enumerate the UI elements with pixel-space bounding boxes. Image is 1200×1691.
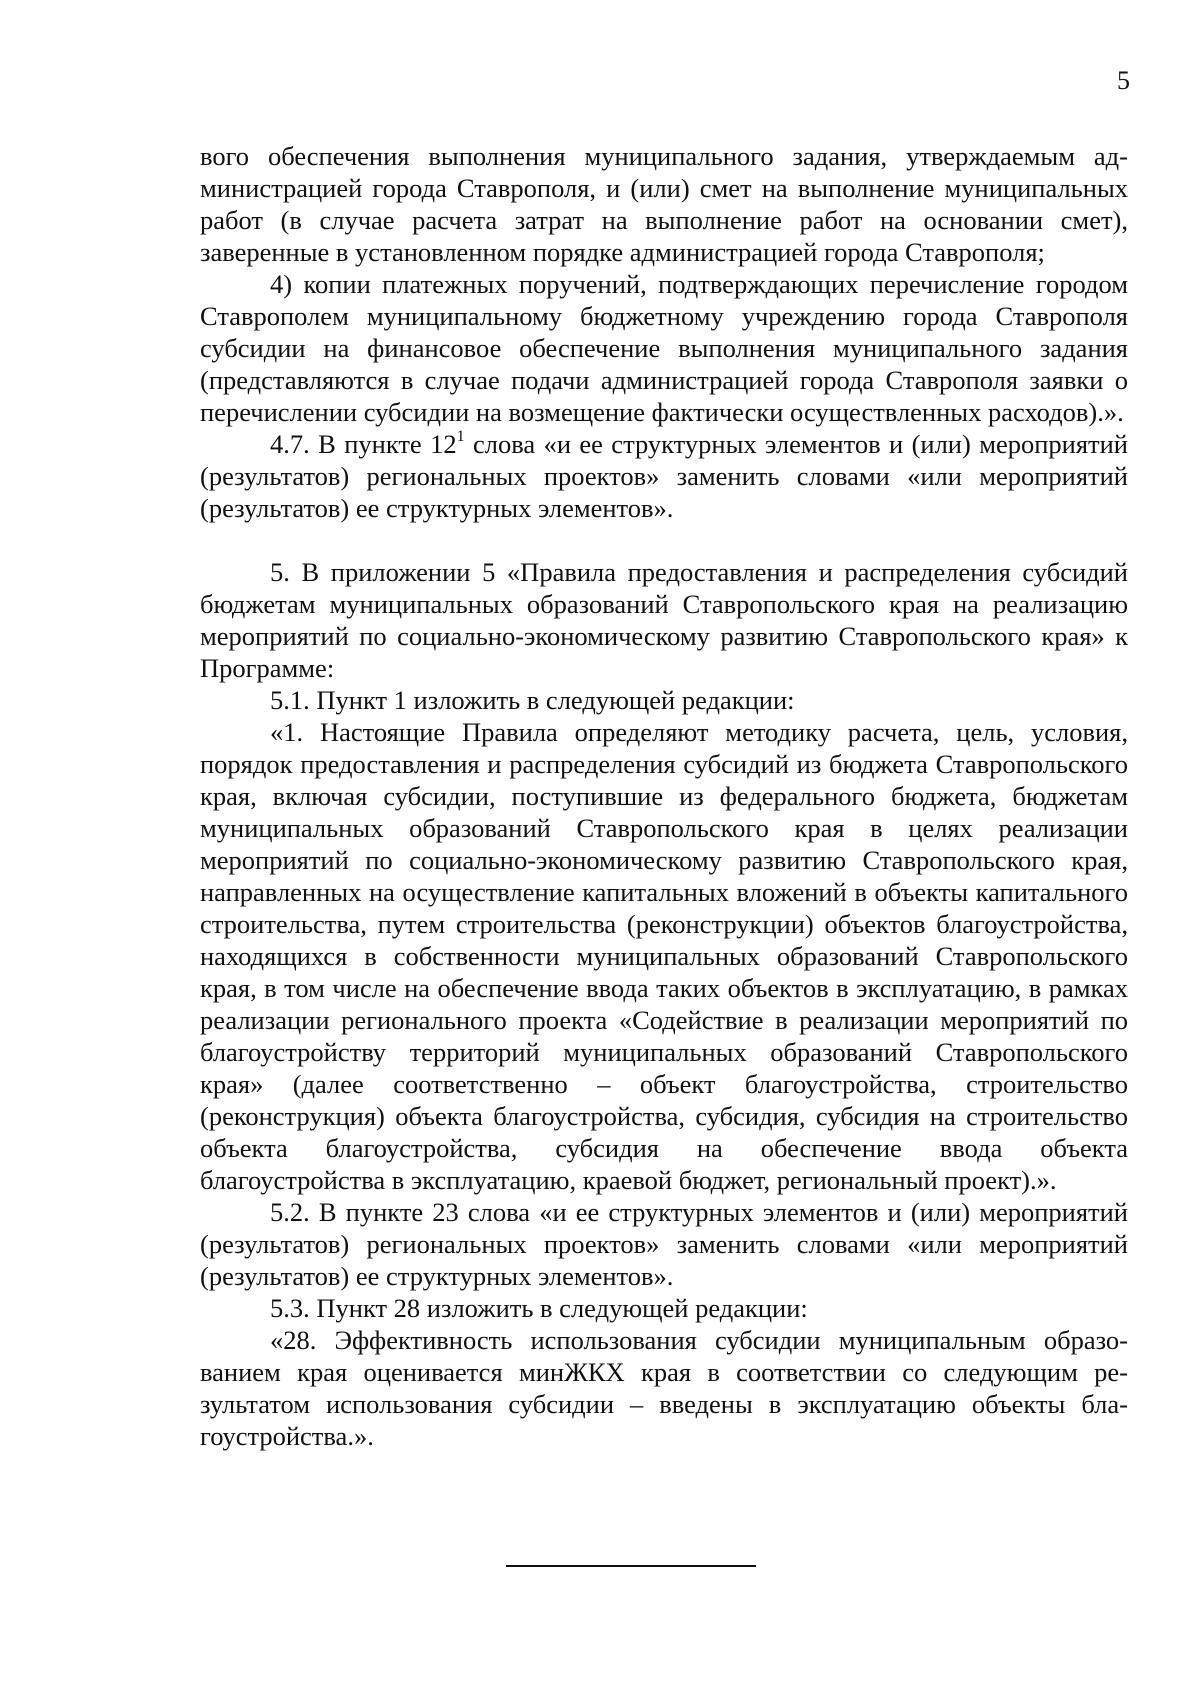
paragraph-continuation: вого обеспечения выполнения муниципального задания, утверждаемым администрацией города Ставрополя, и (или) смет на выполнение муниципальных работ (в случае расчета затрат на выполнение работ на основании смет), заверенные в установленном порядке администрацией города Ставрополя; <box>200 141 1128 267</box>
document-body <box>200 140 1128 1452</box>
superscript-index: 1 <box>456 428 465 446</box>
page-number: 5 <box>1117 66 1130 95</box>
paragraph-5-1: 5.1. Пункт 1 изложить в следующей редакции: <box>270 685 795 715</box>
paragraph-4-7 <box>200 428 1128 524</box>
end-divider-line <box>506 1565 756 1567</box>
paragraph-rules-clause-1: «1. Настоящие Правила определяют методику расчета, цель, условия, порядок предоставления и распределения субсидий из бюджета Ставропольского края, включая субсидии, поступившие из федерального бюджета, бюджетам муниципальных образований Ставропольского края в целях реализации мероприятий по социально-экономическому развитию Ставропольского края, направленных на осуществление капитальных вложений в объекты капитального строительства, путем строительства (реконструкции) объектов благоустройства, находящихся в собственности муниципальных образований Ставропольского края, в том числе на обеспечение ввода таких объектов в эксплуатацию, в рамках реализации регионального проекта «Содействие в реализации мероприятий по благоустройству территорий муниципальных образований Ставропольского края» (далее соответственно – объект благоустройства, строительство (реконструкция) объекта благоустройства, субсидия, субсидия на строительство объекта благоустройства, субсидия на обеспечение ввода объекта благоустройства в эксплуатацию, краевой бюджет, региональный проект).». <box>200 717 1128 1195</box>
paragraph-rules-clause-28: «28. Эффективность использования субсидии муниципальным образованием края оценивается минЖКХ края в соответствии со следующим результатом использования субсидии – введены в эксплуатацию объекты благоустройства.». <box>200 1325 1128 1451</box>
paragraph-5-3: 5.3. Пункт 28 изложить в следующей редакции: <box>270 1293 808 1323</box>
paragraph-5-2: 5.2. В пункте 23 слова «и ее структурных элементов и (или) мероприятий (результатов) региональных проектов» заменить словами «или мероприятий (результатов) ее структурных элементов». <box>200 1197 1128 1291</box>
paragraph-5-appendix: 5. В приложении 5 «Правила предоставления и распределения субсидий бюджетам муниципальных образований Ставропольского края на реализацию мероприятий по социально-экономическому развитию Ставропольского края» к Программе: <box>200 557 1128 683</box>
paragraph-4-7-lead: 4.7. В пункте 12 <box>270 429 457 459</box>
paragraph-4-7-rest: слова «и ее структурных элементов и (или) мероприятий (результатов) региональных проектов» заменить словами «или мероприятий (результатов) ее структурных элементов». <box>200 429 1128 523</box>
paragraph-item-4-copies: 4) копии платежных поручений, подтверждающих перечисление городом Ставрополем муниципальному бюджетному учреждению города Ставрополя субсидии на финансовое обеспечение выполнения муниципального задания (представляются в случае подачи администрацией города Ставрополя заявки о перечислении субсидии на возмещение фактически осуществленных расходов).». <box>200 269 1128 427</box>
